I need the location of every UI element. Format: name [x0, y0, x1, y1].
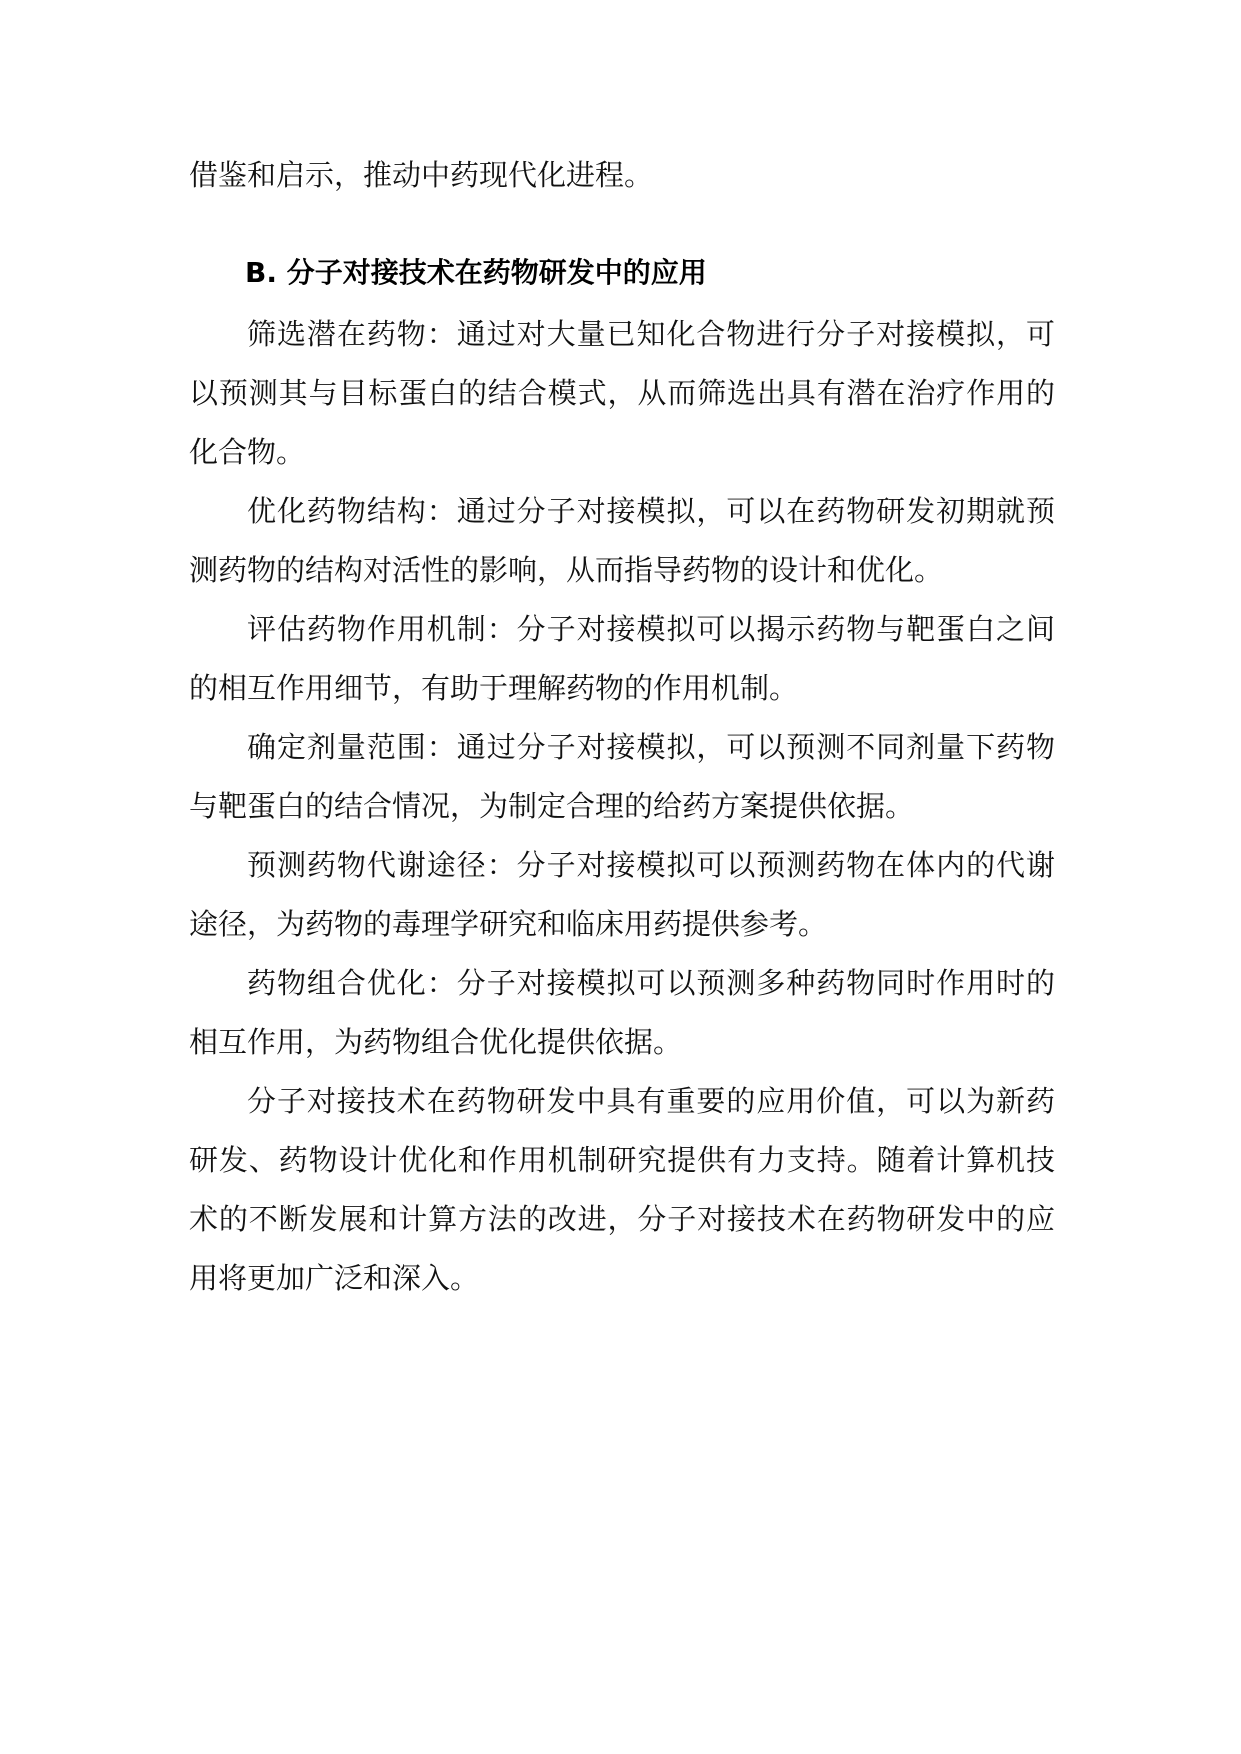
paragraph-mechanism: 评估药物作用机制：分子对接模拟可以揭示药物与靶蛋白之间的相互作用细节，有助于理解药物的作用机制。	[189, 612, 1055, 705]
paragraph-screening: 筛选潜在药物：通过对大量已知化合物进行分子对接模拟，可以预测其与目标蛋白的结合模式，从而筛选出具有潜在治疗作用的化合物。	[189, 317, 1055, 469]
paragraph-conclusion: 分子对接技术在药物研发中具有重要的应用价值，可以为新药研发、药物设计优化和作用机制研究提供有力支持。随着计算机技术的不断发展和计算方法的改进，分子对接技术在药物研发中的应用将更加广泛和深入。	[189, 1084, 1055, 1295]
document-body	[189, 146, 1055, 1308]
paragraph-metabolism: 预测药物代谢途径：分子对接模拟可以预测药物在体内的代谢途径，为药物的毒理学研究和临床用药提供参考。	[189, 848, 1055, 941]
paragraph-structure-optimization: 优化药物结构：通过分子对接模拟，可以在药物研发初期就预测药物的结构对活性的影响，从而指导药物的设计和优化。	[189, 494, 1055, 587]
paragraph-combination: 药物组合优化：分子对接模拟可以预测多种药物同时作用时的相互作用，为药物组合优化提供依据。	[189, 966, 1055, 1059]
paragraph-dosage: 确定剂量范围：通过分子对接模拟，可以预测不同剂量下药物与靶蛋白的结合情况，为制定合理的给药方案提供依据。	[189, 730, 1055, 823]
lead-paragraph: 借鉴和启示，推动中药现代化进程。	[189, 158, 654, 192]
section-heading: B. 分子对接技术在药物研发中的应用	[245, 256, 707, 289]
